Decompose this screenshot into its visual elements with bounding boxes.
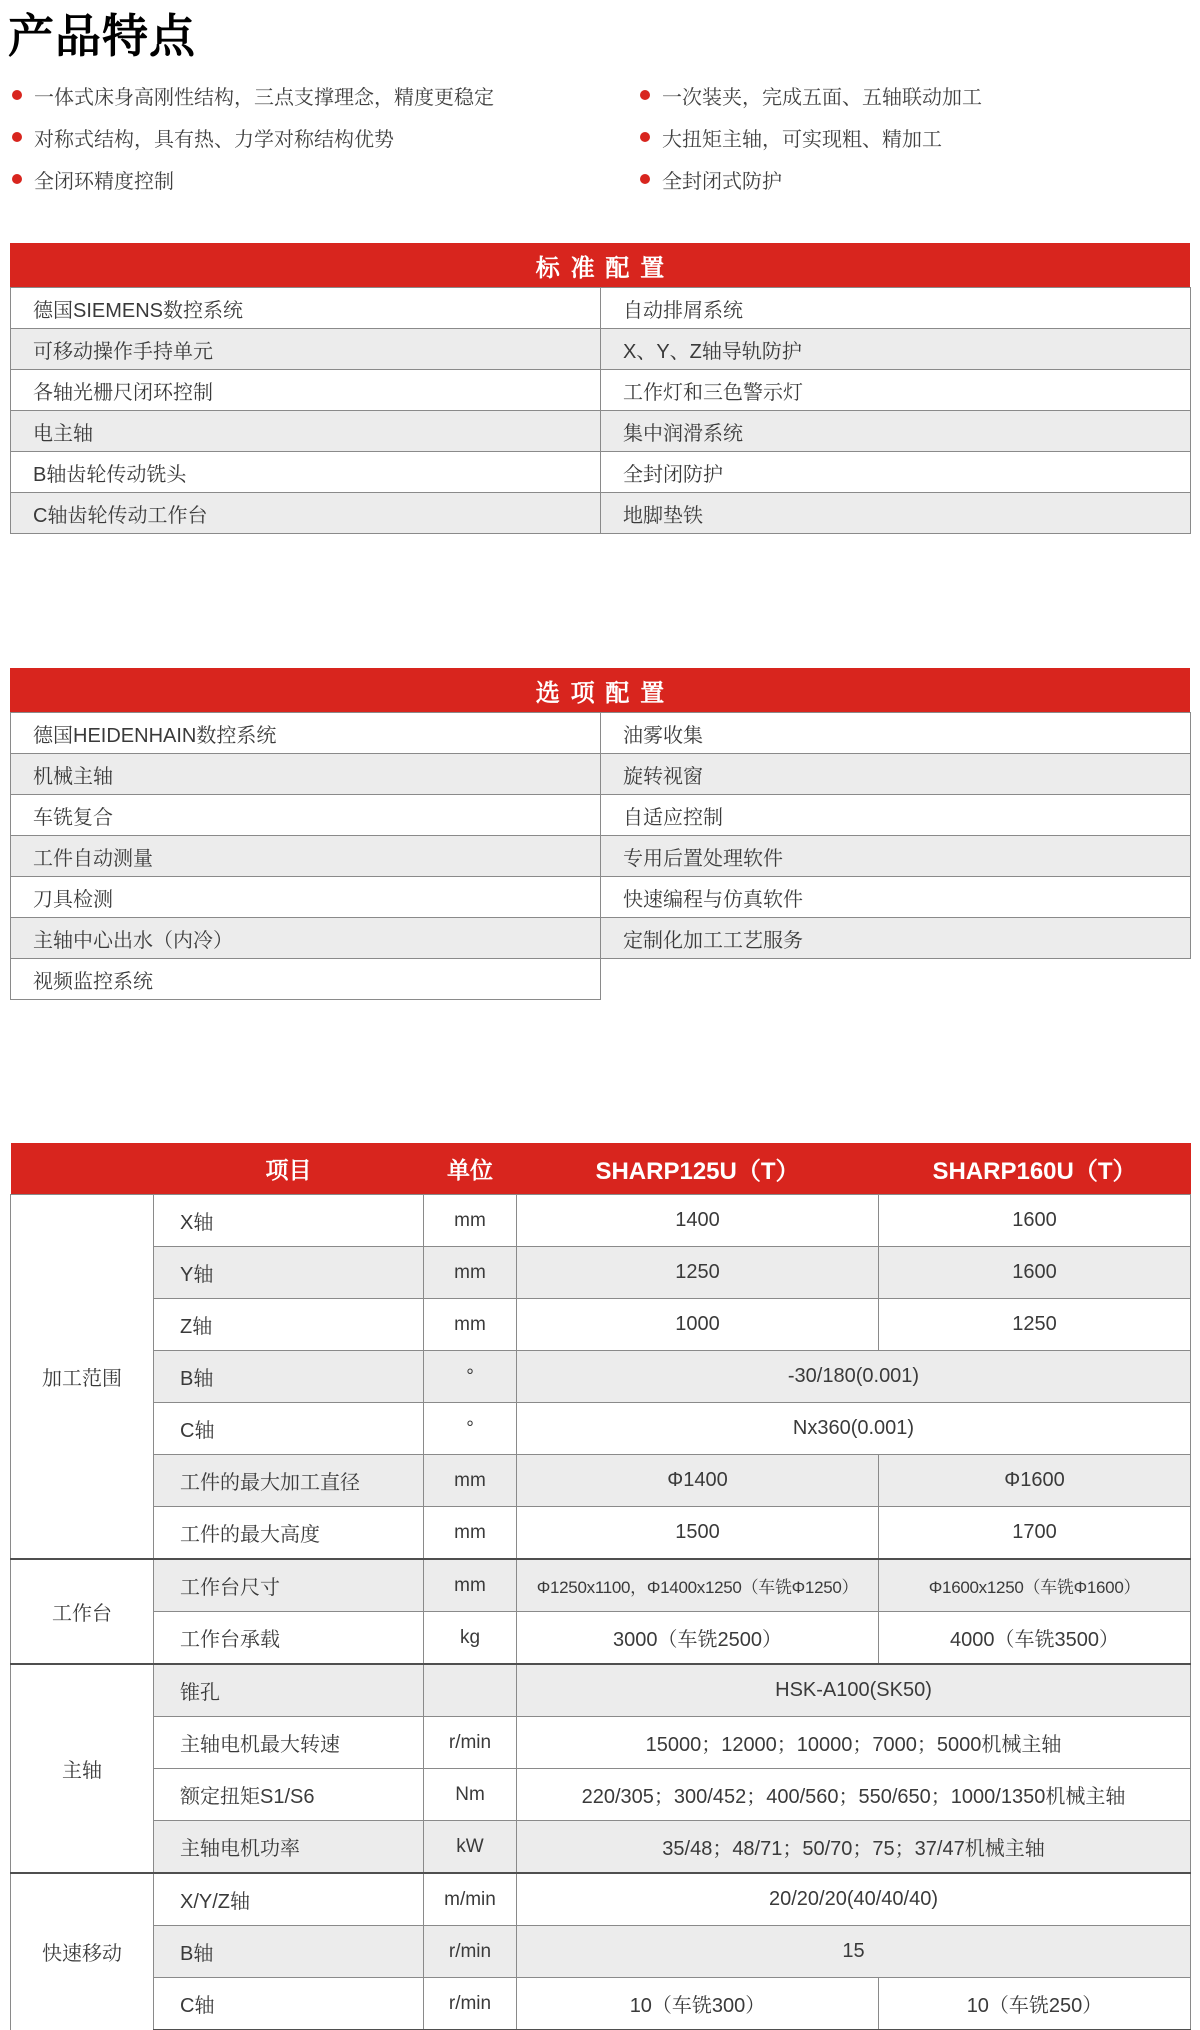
config-cell: 主轴中心出水（内冷） xyxy=(11,918,601,959)
table-row xyxy=(11,959,1191,1000)
table-row xyxy=(11,754,1191,795)
config-cell: 旋转视窗 xyxy=(601,754,1191,795)
spec-unit: m/min xyxy=(424,1873,517,1926)
spec-unit: ° xyxy=(424,1351,517,1403)
spec-item: 主轴电机功率 xyxy=(154,1821,424,1874)
table-row xyxy=(11,713,1191,754)
spec-row xyxy=(11,1612,1191,1665)
table-row xyxy=(11,836,1191,877)
table-row xyxy=(11,288,1191,329)
spec-value-160: 4000（车铣3500） xyxy=(879,1612,1191,1665)
config-cell: 定制化加工工艺服务 xyxy=(601,918,1191,959)
feature-text: 一次装夹，完成五面、五轴联动加工 xyxy=(662,86,982,109)
feature-text: 大扭矩主轴，可实现粗、精加工 xyxy=(662,128,942,151)
spec-header-group-spacer xyxy=(11,1143,154,1195)
config-cell: 集中润滑系统 xyxy=(601,411,1191,452)
bullet-icon xyxy=(640,174,650,184)
config-cell: 德国HEIDENHAIN数控系统 xyxy=(11,713,601,754)
spec-group-label: 主轴 xyxy=(11,1664,154,1873)
config-cell: 工作灯和三色警示灯 xyxy=(601,370,1191,411)
spec-unit xyxy=(424,1664,517,1717)
standard-config-title: 标准配置 xyxy=(535,254,675,282)
page-title: 产品特点 xyxy=(8,10,196,62)
spec-header-row xyxy=(11,1143,1191,1195)
spec-value-both: -30/180(0.001) xyxy=(517,1351,1191,1403)
feature-item xyxy=(12,158,494,200)
spec-value-both: HSK-A100(SK50) xyxy=(517,1664,1191,1717)
spec-item: X轴 xyxy=(154,1195,424,1247)
spec-row xyxy=(11,1926,1191,1978)
spec-value-125: 1400 xyxy=(517,1195,879,1247)
spec-row xyxy=(11,1403,1191,1455)
feature-item xyxy=(640,116,982,158)
spec-item: 主轴电机最大转速 xyxy=(154,1717,424,1769)
spec-item: B轴 xyxy=(154,1351,424,1403)
spec-row xyxy=(11,1769,1191,1821)
config-cell: 油雾收集 xyxy=(601,713,1191,754)
spec-row xyxy=(11,1559,1191,1612)
features-right-column xyxy=(640,74,982,200)
optional-config-table xyxy=(10,712,1191,1000)
spec-row xyxy=(11,1507,1191,1560)
spec-table xyxy=(10,1143,1191,2030)
config-cell: 快速编程与仿真软件 xyxy=(601,877,1191,918)
feature-text: 对称式结构，具有热、力学对称结构优势 xyxy=(34,128,394,151)
spec-value-125: Φ1250x1100，Φ1400x1250（车铣Φ1250） xyxy=(517,1559,879,1612)
spec-value-160: 1250 xyxy=(879,1299,1191,1351)
optional-config-title: 选项配置 xyxy=(535,679,675,707)
spec-value-160: 1600 xyxy=(879,1247,1191,1299)
spec-unit: mm xyxy=(424,1195,517,1247)
spec-item: X/Y/Z轴 xyxy=(154,1873,424,1926)
config-cell: 各轴光栅尺闭环控制 xyxy=(11,370,601,411)
spec-row xyxy=(11,1717,1191,1769)
spec-value-125: 1250 xyxy=(517,1247,879,1299)
spec-value-both: 20/20/20(40/40/40) xyxy=(517,1873,1191,1926)
spec-header-model-125: SHARP125U（T） xyxy=(517,1143,879,1195)
spec-row xyxy=(11,1873,1191,1926)
spec-unit: mm xyxy=(424,1559,517,1612)
standard-config-header xyxy=(10,243,1190,287)
spec-row xyxy=(11,1978,1191,2030)
config-cell: 机械主轴 xyxy=(11,754,601,795)
spec-item: C轴 xyxy=(154,1978,424,2030)
spec-item: Y轴 xyxy=(154,1247,424,1299)
spec-unit: Nm xyxy=(424,1769,517,1821)
config-cell: 可移动操作手持单元 xyxy=(11,329,601,370)
spec-row xyxy=(11,1351,1191,1403)
config-cell: B轴齿轮传动铣头 xyxy=(11,452,601,493)
spec-item: 工件的最大高度 xyxy=(154,1507,424,1560)
spec-value-160: Φ1600x1250（车铣Φ1600） xyxy=(879,1559,1191,1612)
table-row xyxy=(11,411,1191,452)
spec-value-125: 1000 xyxy=(517,1299,879,1351)
spec-item: Z轴 xyxy=(154,1299,424,1351)
config-cell: X、Y、Z轴导轨防护 xyxy=(601,329,1191,370)
spec-item: 额定扭矩S1/S6 xyxy=(154,1769,424,1821)
config-cell: 专用后置处理软件 xyxy=(601,836,1191,877)
config-cell: 刀具检测 xyxy=(11,877,601,918)
spec-item: 工作台尺寸 xyxy=(154,1559,424,1612)
table-row xyxy=(11,493,1191,534)
config-cell: 地脚垫铁 xyxy=(601,493,1191,534)
config-cell-empty xyxy=(601,959,1191,1000)
spec-group-label: 工作台 xyxy=(11,1559,154,1664)
spec-item: 锥孔 xyxy=(154,1664,424,1717)
spec-header-item: 项目 xyxy=(154,1143,424,1195)
config-cell: 工件自动测量 xyxy=(11,836,601,877)
spec-value-125: 1500 xyxy=(517,1507,879,1560)
spec-row xyxy=(11,1664,1191,1717)
standard-config-table xyxy=(10,287,1191,534)
spec-value-both: 220/305；300/452；400/560；550/650；1000/1350机械主轴 xyxy=(517,1769,1191,1821)
table-row xyxy=(11,329,1191,370)
config-cell: 视频监控系统 xyxy=(11,959,601,1000)
spec-unit: r/min xyxy=(424,1978,517,2030)
bullet-icon xyxy=(12,132,22,142)
spec-unit: kg xyxy=(424,1612,517,1665)
spec-row xyxy=(11,1821,1191,1874)
spec-value-both: Nx360(0.001) xyxy=(517,1403,1191,1455)
spec-value-both: 15000；12000；10000；7000；5000机械主轴 xyxy=(517,1717,1191,1769)
spec-row xyxy=(11,1247,1191,1299)
table-row xyxy=(11,877,1191,918)
config-cell: 全封闭防护 xyxy=(601,452,1191,493)
spec-item: B轴 xyxy=(154,1926,424,1978)
config-cell: 车铣复合 xyxy=(11,795,601,836)
feature-item xyxy=(12,74,494,116)
spec-unit: r/min xyxy=(424,1717,517,1769)
spec-item: 工作台承载 xyxy=(154,1612,424,1665)
spec-group-label: 加工范围 xyxy=(11,1195,154,1560)
spec-value-both: 15 xyxy=(517,1926,1191,1978)
table-row xyxy=(11,370,1191,411)
bullet-icon xyxy=(12,90,22,100)
table-row xyxy=(11,452,1191,493)
feature-item xyxy=(12,116,494,158)
spec-value-both: 35/48；48/71；50/70；75；37/47机械主轴 xyxy=(517,1821,1191,1874)
spec-item: C轴 xyxy=(154,1403,424,1455)
feature-text: 全封闭式防护 xyxy=(662,170,782,193)
spec-row xyxy=(11,1299,1191,1351)
config-cell: 德国SIEMENS数控系统 xyxy=(11,288,601,329)
table-row xyxy=(11,918,1191,959)
config-cell: 自适应控制 xyxy=(601,795,1191,836)
spec-unit: kW xyxy=(424,1821,517,1874)
spec-unit: mm xyxy=(424,1299,517,1351)
spec-header-model-160: SHARP160U（T） xyxy=(879,1143,1191,1195)
spec-unit: r/min xyxy=(424,1926,517,1978)
table-row xyxy=(11,795,1191,836)
spec-value-160: Φ1600 xyxy=(879,1455,1191,1507)
feature-item xyxy=(640,74,982,116)
bullet-icon xyxy=(640,132,650,142)
spec-row xyxy=(11,1455,1191,1507)
spec-group-label: 快速移动 xyxy=(11,1873,154,2030)
spec-unit: ° xyxy=(424,1403,517,1455)
config-cell: C轴齿轮传动工作台 xyxy=(11,493,601,534)
feature-text: 全闭环精度控制 xyxy=(34,170,174,193)
spec-unit: mm xyxy=(424,1507,517,1560)
spec-value-160: 1600 xyxy=(879,1195,1191,1247)
spec-unit: mm xyxy=(424,1247,517,1299)
config-cell: 自动排屑系统 xyxy=(601,288,1191,329)
spec-row xyxy=(11,1195,1191,1247)
spec-unit: mm xyxy=(424,1455,517,1507)
bullet-icon xyxy=(12,174,22,184)
features-left-column xyxy=(12,74,494,200)
spec-value-160: 1700 xyxy=(879,1507,1191,1560)
spec-item: 工件的最大加工直径 xyxy=(154,1455,424,1507)
spec-value-160: 10（车铣250） xyxy=(879,1978,1191,2030)
feature-text: 一体式床身高刚性结构，三点支撑理念，精度更稳定 xyxy=(34,86,494,109)
config-cell: 电主轴 xyxy=(11,411,601,452)
spec-header-unit: 单位 xyxy=(424,1143,517,1195)
spec-value-125: Φ1400 xyxy=(517,1455,879,1507)
spec-value-125: 10（车铣300） xyxy=(517,1978,879,2030)
feature-item xyxy=(640,158,982,200)
optional-config-header xyxy=(10,668,1190,712)
bullet-icon xyxy=(640,90,650,100)
spec-value-125: 3000（车铣2500） xyxy=(517,1612,879,1665)
